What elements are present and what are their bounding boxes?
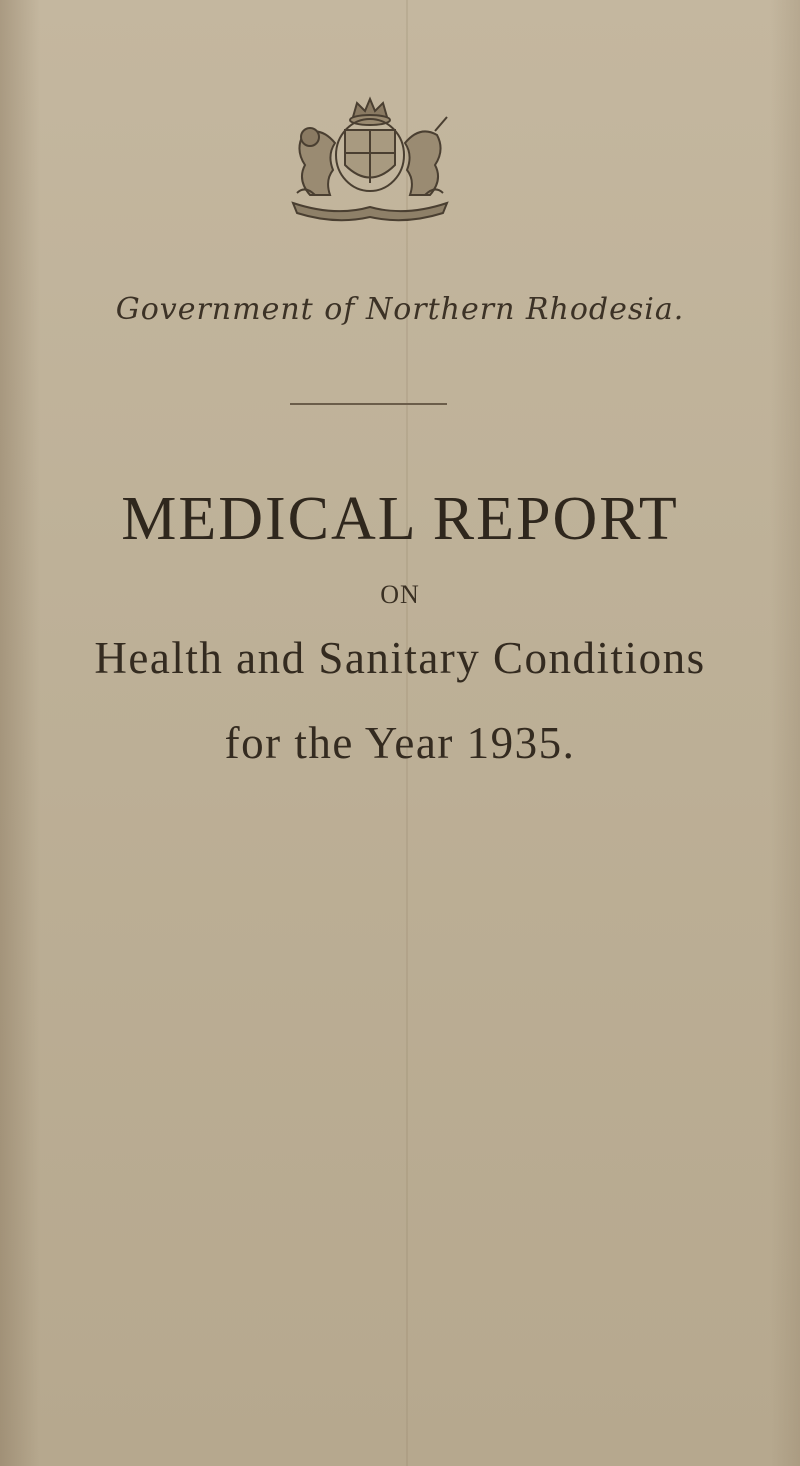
government-heading: Government of Northern Rhodesia.: [115, 292, 685, 327]
report-title: MEDICAL REPORT: [121, 485, 679, 553]
report-subject: Health and Sanitary Conditions: [94, 633, 706, 683]
royal-coat-of-arms-icon: [275, 95, 465, 225]
title-divider: [290, 403, 447, 405]
report-period: for the Year 1935.: [224, 718, 576, 768]
connector-text: ON: [380, 580, 420, 609]
